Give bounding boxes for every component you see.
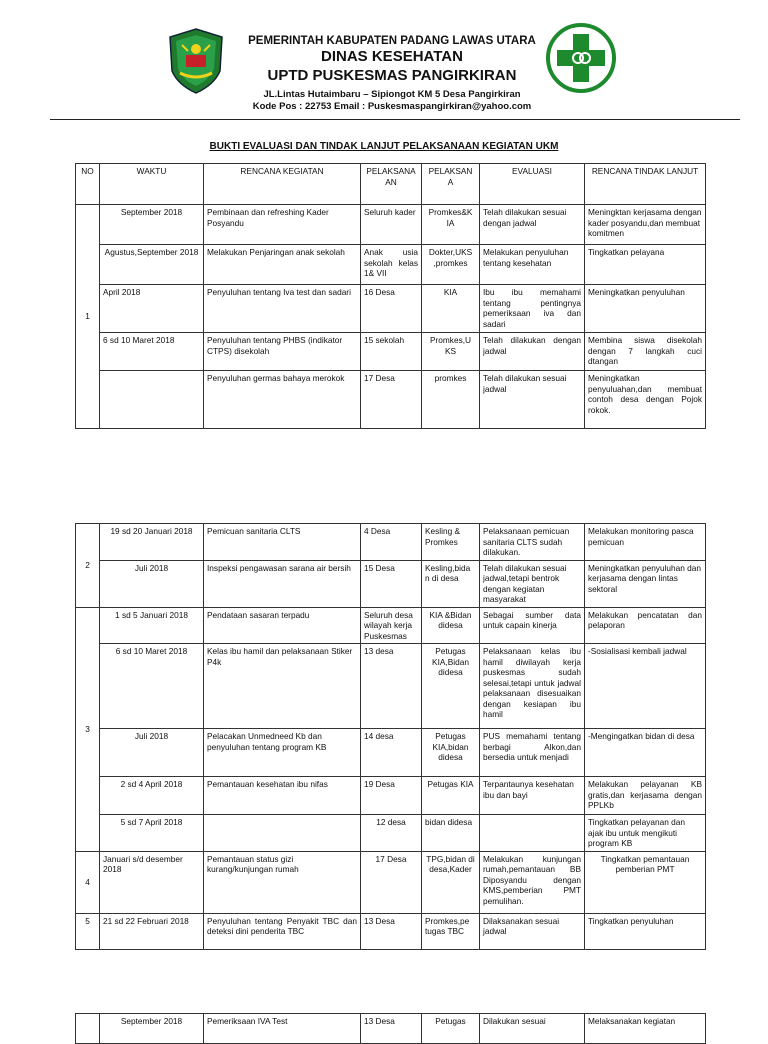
cell-waktu: Januari s/d desember 2018 — [100, 851, 204, 913]
cell-evaluasi: Telah dilakukan dengan jadwal — [480, 333, 585, 371]
document-title: BUKTI EVALUASI DAN TINDAK LANJUT PELAKSANAAN KEGIATAN UKM — [209, 141, 559, 152]
regency-emblem-icon — [166, 27, 226, 95]
cell-no: 5 — [76, 913, 100, 949]
letterhead — [0, 0, 768, 122]
cell-waktu: 19 sd 20 Januari 2018 — [100, 524, 204, 561]
cell-rencana: Penyuluhan germas bahaya merokok — [204, 371, 361, 429]
cell-evaluasi — [480, 815, 585, 852]
header-divider — [50, 119, 740, 120]
cell-pelaksanaan: Seluruh desa wilayah kerja Puskesmas — [361, 607, 422, 644]
cell-pelaksana: Kesling,bida n di desa — [422, 560, 480, 607]
table-row — [76, 607, 706, 644]
cell-rencana: Pemantauan kesehatan ibu nifas — [204, 777, 361, 815]
header-address: JL.Lintas Hutaimbaru – Sipiongot KM 5 Desa Pangirkiran — [263, 89, 521, 100]
table-row — [76, 777, 706, 815]
cell-pelaksana: promkes — [422, 371, 480, 429]
cell-tindak: Melakukan monitoring pasca pemicuan — [585, 524, 706, 561]
col-header-pelaksana: PELAKSAN A — [422, 164, 480, 205]
cell-rencana: Inspeksi pengawasan sarana air bersih — [204, 560, 361, 607]
cell-tindak: Tingkatkan pemantauan pemberian PMT — [585, 851, 706, 913]
col-header-tindak: RENCANA TINDAK LANJUT — [585, 164, 706, 205]
cell-pelaksana: Petugas KIA,Bidan didesa — [422, 644, 480, 729]
cell-pelaksanaan: 14 desa — [361, 729, 422, 777]
cell-tindak: Meningktan kerjasama dengan kader posyandu,dan membuat komitmen — [585, 205, 706, 245]
cell-pelaksanaan: 15 Desa — [361, 560, 422, 607]
cell-tindak: Melakukan pencatatan dan pelaporan — [585, 607, 706, 644]
cell-rencana: Pendataan sasaran terpadu — [204, 607, 361, 644]
table-row — [76, 913, 706, 949]
cell-pelaksana: Promkes,pe tugas TBC — [422, 913, 480, 949]
table-row — [76, 371, 706, 429]
cell-tindak: Meningkatkan penyuluhan — [585, 285, 706, 333]
cell-evaluasi: Melakukan kunjungan rumah,pemantauan BB Diposyandu dengan KMS,pemberian PMT pemulihan. — [480, 851, 585, 913]
table-row — [76, 729, 706, 777]
cell-evaluasi: Pelaksanaan kelas ibu hamil diwilayah kerja puskesmas sudah selesai,tetapi untuk jadwal pelaksanaan disesuaikan dengan kesiapan ibu hamil — [480, 644, 585, 729]
table-row — [76, 285, 706, 333]
ukm-table-2 — [75, 523, 706, 950]
cell-pelaksana: Promkes,U KS — [422, 333, 480, 371]
header-line-3: UPTD PUSKESMAS PANGIRKIRAN — [267, 67, 517, 84]
cell-pelaksanaan: 17 Desa — [361, 851, 422, 913]
cell-tindak: Meningkatkan penyuluahan,dan membuat contoh desa dengan Pojok rokok. — [585, 371, 706, 429]
ukm-table-3 — [75, 1013, 706, 1044]
cell-tindak: Meningkatkan penyuluhan dan kerjasama dengan lintas sektoral — [585, 560, 706, 607]
table-row — [76, 333, 706, 371]
cell-pelaksana: Dokter,UKS ,promkes — [422, 245, 480, 285]
cell-evaluasi: Dilaksanakan sesuai jadwal — [480, 913, 585, 949]
cell-no: 3 — [76, 607, 100, 851]
cell-evaluasi: Melakukan penyuluhan tentang kesehatan — [480, 245, 585, 285]
cell-waktu: 1 sd 5 Januari 2018 — [100, 607, 204, 644]
table-row — [76, 245, 706, 285]
cell-evaluasi: Telah dilakukan sesuai jadwal — [480, 371, 585, 429]
cell-waktu: 2 sd 4 April 2018 — [100, 777, 204, 815]
cell-evaluasi: Sebagai sumber data untuk capain kinerja — [480, 607, 585, 644]
cell-pelaksana: bidan didesa — [422, 815, 480, 852]
cell-rencana — [204, 815, 361, 852]
table-row — [76, 205, 706, 245]
cell-pelaksanaan: 13 desa — [361, 644, 422, 729]
cell-rencana: Pemicuan sanitaria CLTS — [204, 524, 361, 561]
cell-tindak: Melakukan pelayanan KB gratis,dan kerjasama dengan PPLKb — [585, 777, 706, 815]
cell-rencana: Penyuluhan tentang Penyakit TBC dan deteksi dini penderita TBC — [204, 913, 361, 949]
cell-evaluasi: PUS memahami tentang berbagi Alkon,dan bersedia untuk menjadi — [480, 729, 585, 777]
cell-no — [76, 1014, 100, 1044]
cell-tindak: Melaksanakan kegiatan — [585, 1014, 706, 1044]
cell-rencana: Pelacakan Unmedneed Kb dan penyuluhan tentang program KB — [204, 729, 361, 777]
header-contact: Kode Pos : 22753 Email : Puskesmaspangirkiran@yahoo.com — [252, 101, 532, 112]
cell-pelaksanaan: 13 Desa — [361, 913, 422, 949]
cell-pelaksana: Petugas KIA,bidan didesa — [422, 729, 480, 777]
cell-pelaksana: Promkes&K IA — [422, 205, 480, 245]
cell-rencana: Melakukan Penjaringan anak sekolah — [204, 245, 361, 285]
cell-tindak: Tingkatkan pelayanan dan ajak ibu untuk mengikuti program KB — [585, 815, 706, 852]
puskesmas-cross-icon — [545, 22, 617, 94]
cell-rencana: Kelas ibu hamil dan pelaksanaan Stiker P4k — [204, 644, 361, 729]
cell-rencana: Penyuluhan tentang Iva test dan sadari — [204, 285, 361, 333]
cell-pelaksana: KIA — [422, 285, 480, 333]
cell-waktu: 6 sd 10 Maret 2018 — [100, 644, 204, 729]
cell-evaluasi: Pelaksanaan pemicuan sanitaria CLTS sudah dilakukan. — [480, 524, 585, 561]
cell-evaluasi: Ibu ibu memahami tentang pentingnya pemeriksaan iva dan sadari — [480, 285, 585, 333]
table-row — [76, 815, 706, 852]
cell-pelaksanaan: 15 sekolah — [361, 333, 422, 371]
cell-rencana: Pemeriksaan IVA Test — [204, 1014, 361, 1044]
cell-pelaksanaan: 19 Desa — [361, 777, 422, 815]
cell-waktu: April 2018 — [100, 285, 204, 333]
cell-pelaksanaan: Anak usia sekolah kelas 1& VII — [361, 245, 422, 285]
table-row — [76, 1014, 706, 1044]
cell-waktu: Agustus,September 2018 — [100, 245, 204, 285]
cell-waktu: 5 sd 7 April 2018 — [100, 815, 204, 852]
cell-pelaksanaan: 12 desa — [361, 815, 422, 852]
cell-tindak: Tingkatkan penyuluhan — [585, 913, 706, 949]
cell-pelaksanaan: 16 Desa — [361, 285, 422, 333]
cell-waktu: September 2018 — [100, 1014, 204, 1044]
cell-tindak: -Mengingatkan bidan di desa — [585, 729, 706, 777]
cell-no: 1 — [76, 205, 100, 429]
cell-waktu — [100, 371, 204, 429]
cell-pelaksanaan: 4 Desa — [361, 524, 422, 561]
col-header-waktu: WAKTU — [100, 164, 204, 205]
cell-waktu: 21 sd 22 Februari 2018 — [100, 913, 204, 949]
cell-waktu: Juli 2018 — [100, 560, 204, 607]
cell-pelaksana: Kesling & Promkes — [422, 524, 480, 561]
ukm-table-1 — [75, 163, 706, 429]
cell-evaluasi: Telah dilakukan sesuai dengan jadwal — [480, 205, 585, 245]
cell-pelaksana: Petugas KIA — [422, 777, 480, 815]
col-header-rencana: RENCANA KEGIATAN — [204, 164, 361, 205]
cell-evaluasi: Terpantaunya kesehatan ibu dan bayi — [480, 777, 585, 815]
table-row — [76, 560, 706, 607]
cell-waktu: Juli 2018 — [100, 729, 204, 777]
cell-no: 2 — [76, 524, 100, 608]
cell-evaluasi: Dilakukan sesuai — [480, 1014, 585, 1044]
cell-evaluasi: Telah dilakukan sesuai jadwal,tetapi bentrok dengan kegiatan masyarakat — [480, 560, 585, 607]
cell-rencana: Pemantauan status gizi kurang/kunjungan rumah — [204, 851, 361, 913]
cell-pelaksana: TPG,bidan di desa,Kader — [422, 851, 480, 913]
table-row — [76, 851, 706, 913]
cell-pelaksanaan: 17 Desa — [361, 371, 422, 429]
cell-rencana: Pembinaan dan refreshing Kader Posyandu — [204, 205, 361, 245]
header-line-2: DINAS KESEHATAN — [321, 48, 463, 65]
cell-tindak: -Sosialisasi kembali jadwal — [585, 644, 706, 729]
cell-waktu: September 2018 — [100, 205, 204, 245]
col-header-no: NO — [76, 164, 100, 205]
header-line-1: PEMERINTAH KABUPATEN PADANG LAWAS UTARA — [248, 35, 536, 47]
cell-pelaksanaan: Seluruh kader — [361, 205, 422, 245]
cell-rencana: Penyuluhan tentang PHBS (indikator CTPS) disekolah — [204, 333, 361, 371]
table-row — [76, 524, 706, 561]
cell-pelaksana: Petugas — [422, 1014, 480, 1044]
col-header-evaluasi: EVALUASI — [480, 164, 585, 205]
cell-tindak: Membina siswa disekolah dengan 7 langkah cuci dtangan — [585, 333, 706, 371]
cell-pelaksanaan: 13 Desa — [361, 1014, 422, 1044]
cell-tindak: Tingkatkan pelayana — [585, 245, 706, 285]
cell-no: 4 — [76, 851, 100, 913]
cell-pelaksana: KIA &Bidan didesa — [422, 607, 480, 644]
table-row — [76, 644, 706, 729]
cell-waktu: 6 sd 10 Maret 2018 — [100, 333, 204, 371]
table-header-row — [76, 164, 706, 205]
col-header-pelaksanaan: PELAKSANA AN — [361, 164, 422, 205]
